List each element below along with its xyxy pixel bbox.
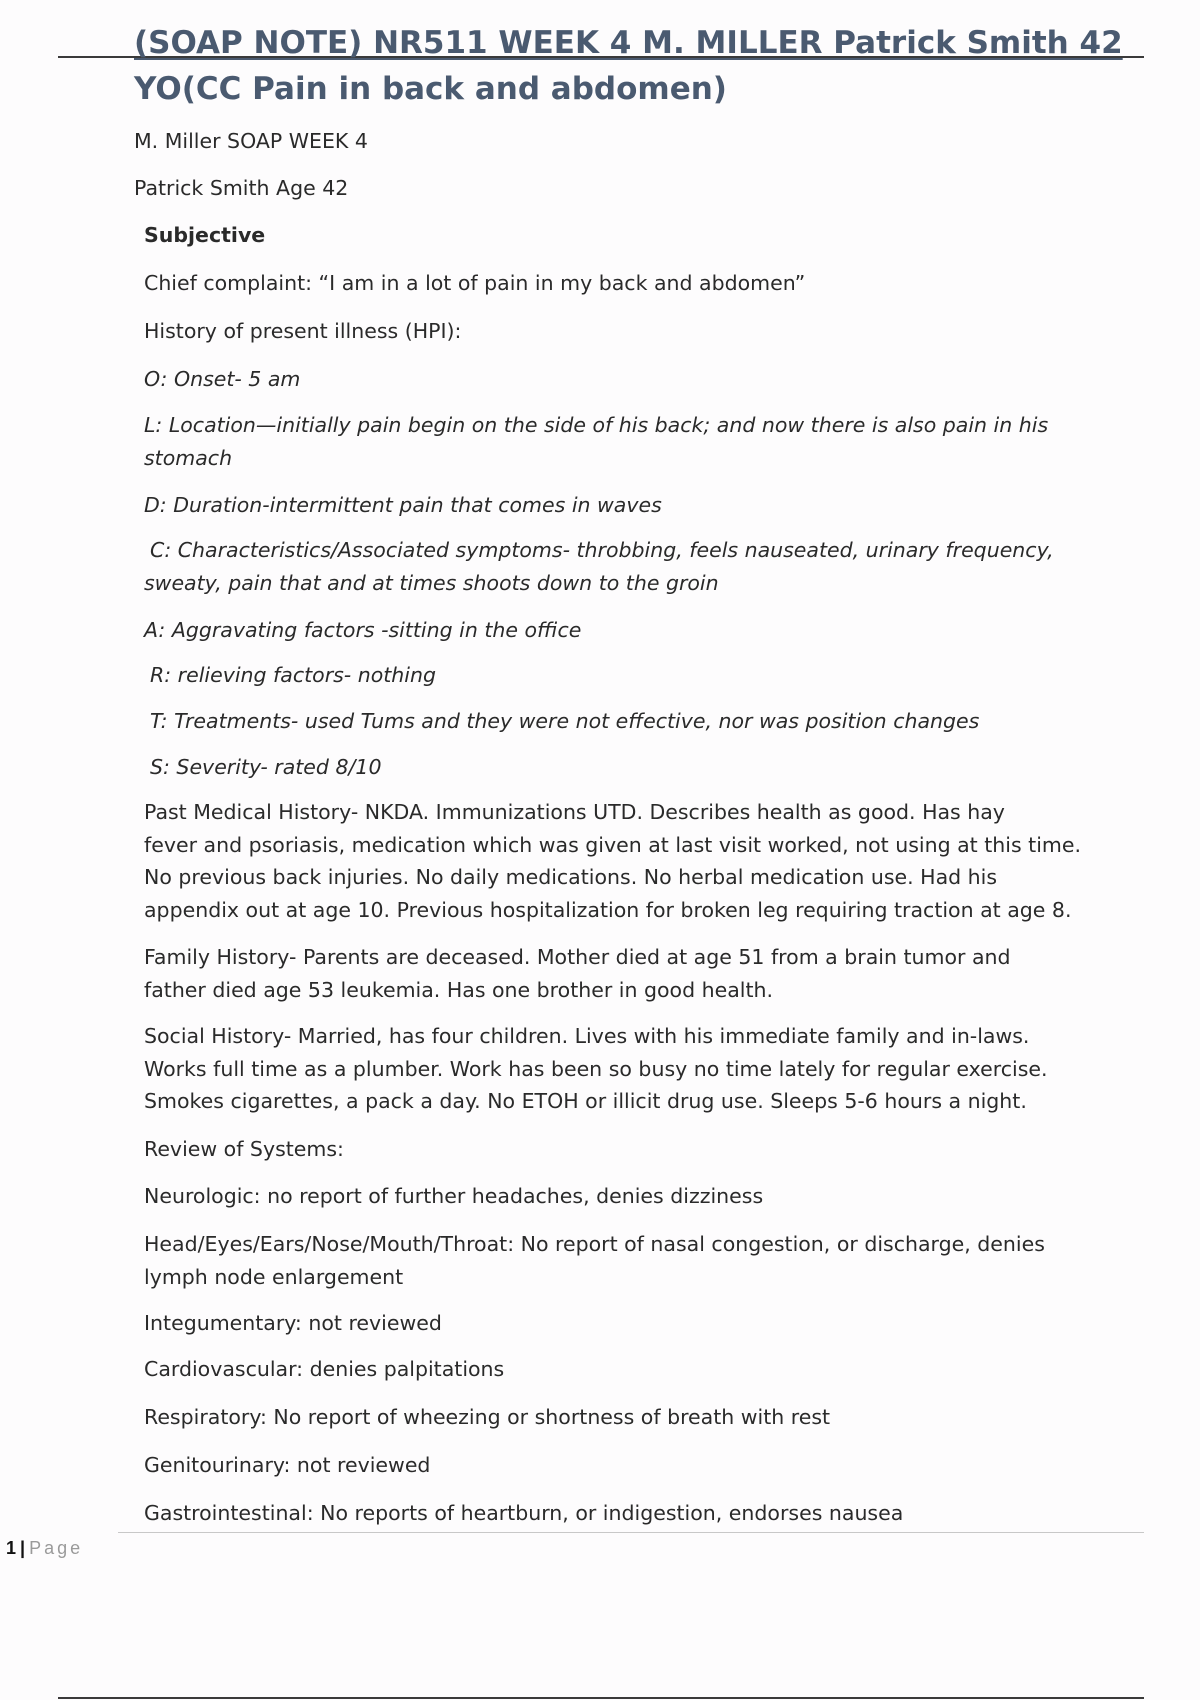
past-medical-history — [144, 796, 1081, 926]
pmh-line-2: fever and psoriasis, medication which was given at last visit worked, not using at this time. — [144, 832, 1081, 857]
social-history-line-2: Works full time as a plumber. Work has been so busy no time lately for regular exercise. — [144, 1056, 1048, 1081]
social-history-line-3: Smokes cigarettes, a pack a day. No ETOH or illicit drug use. Sleeps 5-6 hours a night. — [144, 1089, 1027, 1113]
page-footer — [6, 1535, 83, 1561]
pmh-line-3: No previous back injuries. No daily medications. No herbal medication use. Had his — [144, 865, 998, 889]
social-history-line-1: Social History- Married, has four children. Lives with his immediate family and in-laws. — [144, 1024, 1030, 1048]
family-history — [144, 941, 1011, 1006]
hpi-location — [144, 409, 1048, 474]
chief-complaint: Chief complaint: “I am in a lot of pain in my back and abdomen” — [144, 271, 806, 295]
family-history-line-1: Family History- Parents are deceased. Mother died at age 51 from a brain tumor and — [144, 945, 1011, 969]
hpi-aggravating: A: Aggravating factors -sitting in the office — [144, 618, 582, 642]
title-line-1: (SOAP NOTE) NR511 WEEK 4 M. MILLER Patrick Smith 42 — [134, 25, 1123, 61]
ros-cardiovascular: Cardiovascular: denies palpitations — [144, 1357, 505, 1381]
page-number: 1 — [6, 1538, 17, 1558]
pmh-line-1: Past Medical History- NKDA. Immunizations UTD. Describes health as good. Has hay — [144, 800, 1005, 824]
subjective-heading: Subjective — [144, 223, 266, 247]
footer-rule — [118, 1532, 1144, 1533]
ros-heent — [144, 1228, 1045, 1293]
page-label: Page — [29, 1538, 84, 1558]
hpi-onset: O: Onset- 5 am — [144, 367, 301, 391]
ros-gastrointestinal: Gastrointestinal: No reports of heartburn, or indigestion, endorses nausea — [144, 1501, 904, 1525]
hpi-heading: History of present illness (HPI): — [144, 319, 462, 343]
ros-respiratory: Respiratory: No report of wheezing or shortness of breath with rest — [144, 1405, 831, 1429]
pmh-line-4: appendix out at age 10. Previous hospitalization for broken leg requiring traction at age 8. — [144, 897, 1072, 922]
ros-heent-line-1: Head/Eyes/Ears/Nose/Mouth/Throat: No report of nasal congestion, or discharge, denies — [144, 1232, 1045, 1256]
hpi-location-line-2: stomach — [144, 445, 233, 470]
ros-genitourinary: Genitourinary: not reviewed — [144, 1453, 431, 1477]
social-history — [144, 1020, 1048, 1118]
page-separator: | — [20, 1538, 26, 1558]
document-title — [134, 20, 1144, 112]
ros-heading: Review of Systems: — [144, 1137, 344, 1161]
hpi-severity: S: Severity- rated 8/10 — [150, 755, 382, 779]
ros-integumentary: Integumentary: not reviewed — [144, 1311, 442, 1335]
hpi-location-line-1: L: Location—initially pain begin on the side of his back; and now there is also pain in his — [144, 413, 1049, 437]
hpi-characteristics-line-1: C: Characteristics/Associated symptoms- throbbing, feels nauseated, urinary frequency, — [150, 538, 1054, 562]
next-page-rule — [58, 1697, 1144, 1699]
note-id: M. Miller SOAP WEEK 4 — [134, 129, 368, 153]
hpi-duration: D: Duration-intermittent pain that comes in waves — [144, 493, 662, 517]
hpi-characteristics — [144, 534, 1054, 599]
title-line-2: YO(CC Pain in back and abdomen) — [134, 71, 727, 107]
ros-heent-line-2: lymph node enlargement — [144, 1264, 404, 1289]
hpi-relieving: R: relieving factors- nothing — [150, 663, 436, 687]
patient-info: Patrick Smith Age 42 — [134, 176, 349, 200]
hpi-characteristics-line-2: sweaty, pain that and at times shoots down to the groin — [144, 570, 719, 595]
family-history-line-2: father died age 53 leukemia. Has one brother in good health. — [144, 977, 774, 1002]
hpi-treatments: T: Treatments- used Tums and they were not effective, nor was position changes — [150, 709, 980, 733]
ros-neurologic: Neurologic: no report of further headaches, denies dizziness — [144, 1184, 764, 1208]
